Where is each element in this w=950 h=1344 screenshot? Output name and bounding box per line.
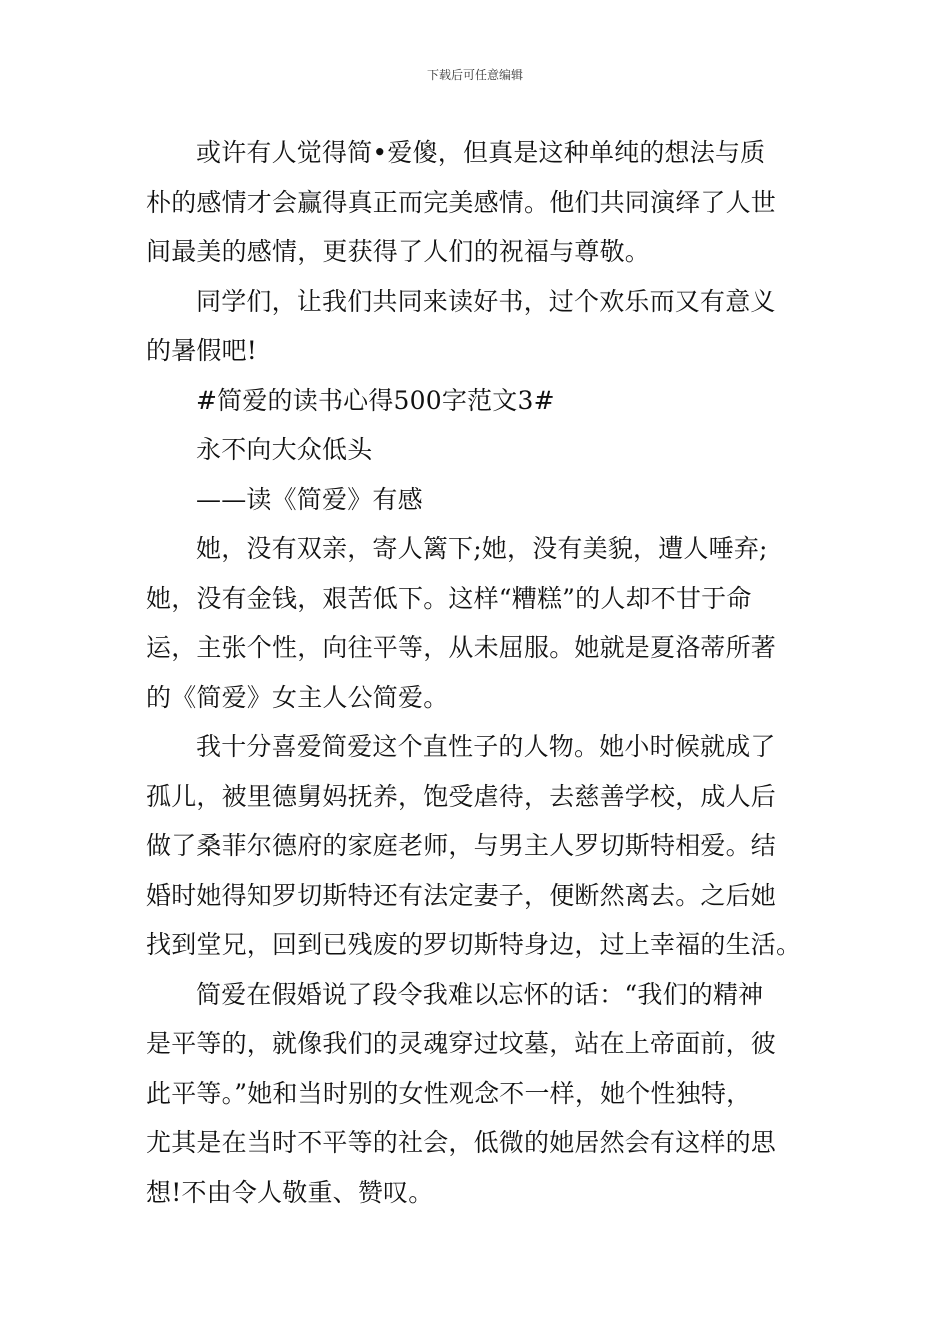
text-line: 她，没有双亲，寄人篱下;她，没有美貌，遭人唾弃; [196,534,768,563]
text-line: 她，没有金钱，艰苦低下。这样“糟糕”的人却不甘于命 [146,583,752,613]
essay-subtitle: ——读《简爱》有感 [196,484,423,514]
text-line: 是平等的，就像我们的灵魂穿过坟墓，站在上帝面前，彼 [146,1029,777,1058]
section-heading: #简爱的读书心得500字范文3# [196,385,555,415]
page-header-note: 下载后可任意编辑 [426,68,523,82]
document-body [146,128,806,1217]
text-line: 朴的感情才会赢得真正而完美感情。他们共同演绎了人世 [146,187,777,217]
text-line: 婚时她得知罗切斯特还有法定妻子，便断然离去。之后她 [146,880,777,910]
text-line: 的暑假吧! [146,336,258,365]
text-line: 或许有人觉得简•爱傻，但真是这种单纯的想法与质 [196,138,766,167]
text-line: 尤其是在当时不平等的社会，低微的她居然会有这样的思 [146,1128,777,1157]
text-line: 运，主张个性，向往平等，从未屈服。她就是夏洛蒂所著 [146,633,777,662]
text-line: 做了桑菲尔德府的家庭老师，与男主人罗切斯特相爱。结 [146,831,777,860]
text-line: 想!不由令人敬重、赞叹。 [146,1177,434,1207]
text-line: 我十分喜爱简爱这个直性子的人物。她小时候就成了 [196,732,776,761]
text-line: 孤儿，被里德舅妈抚养，饱受虐待，去慈善学校，成人后 [146,781,777,811]
text-line: 此平等。”她和当时别的女性观念不一样，她个性独特， [146,1078,752,1108]
text-line: 简爱在假婚说了段令我难以忘怀的话：“我们的精神 [196,979,764,1009]
text-line: 间最美的感情，更获得了人们的祝福与尊敬。 [146,237,651,266]
essay-title: 永不向大众低头 [196,435,373,464]
text-line: 同学们，让我们共同来读好书，过个欢乐而又有意义 [196,286,776,316]
text-line: 的《简爱》女主人公简爱。 [146,682,449,712]
text-line: 找到堂兄，回到已残废的罗切斯特身边，过上幸福的生活。 [146,930,802,959]
